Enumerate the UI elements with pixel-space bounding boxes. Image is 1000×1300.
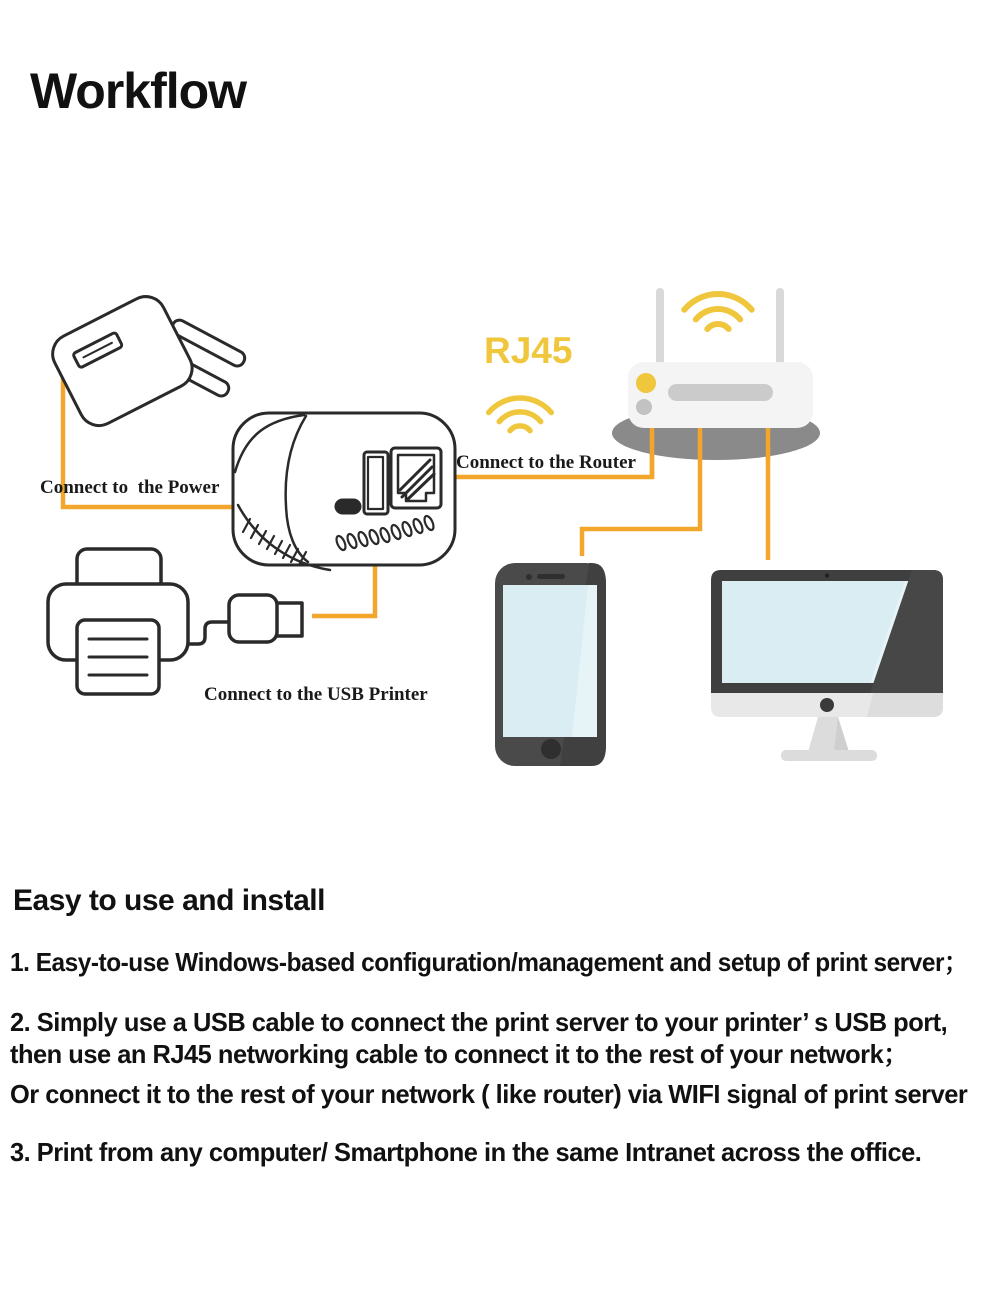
monitor-logo-dot <box>820 698 834 712</box>
monitor-illustration <box>711 570 943 761</box>
rj45-port <box>391 448 441 508</box>
list-item-2-line-2: then use an RJ45 networking cable to connect it to the rest of your network； <box>10 1039 909 1069</box>
smartphone-illustration <box>495 563 606 766</box>
usb-plug-illustration <box>229 595 302 642</box>
list-item-3-line-1: 3. Print from any computer/ Smartphone in the same Intranet across the office. <box>10 1137 922 1167</box>
list-item-2-line-3: Or connect it to the rest of your network ( like router) via WIFI signal of print server <box>10 1079 968 1109</box>
usb-a-port <box>364 452 388 514</box>
label-connect-usb-printer: Connect to the USB Printer <box>204 684 428 705</box>
router-antenna-left <box>656 288 664 370</box>
section-heading: Easy to use and install <box>13 884 325 917</box>
usb-cable <box>190 622 230 644</box>
wifi-signal-icon-router <box>684 294 751 329</box>
list-item-3 <box>10 1136 990 1168</box>
router-antenna-right <box>776 288 784 370</box>
label-connect-power: Connect to the Power <box>40 477 220 498</box>
power-adapter-illustration <box>46 290 247 433</box>
micro-usb-port <box>336 500 360 513</box>
router-front-slot <box>668 384 773 401</box>
page-title: Workflow <box>30 63 247 119</box>
print-server-illustration <box>233 413 455 570</box>
label-connect-router: Connect to the Router <box>456 452 636 473</box>
router-illustration <box>612 288 820 477</box>
feature-list <box>10 946 990 1168</box>
monitor-base <box>781 750 877 761</box>
list-item-1 <box>10 946 990 978</box>
smartphone-speaker <box>537 574 565 579</box>
list-item-2-line-1: 2. Simply use a USB cable to connect the print server to your printer’ s USB port, <box>10 1007 948 1037</box>
rj45-label: RJ45 <box>484 330 573 371</box>
printer-illustration <box>48 549 230 694</box>
smartphone-home-button <box>541 739 561 759</box>
router-led-yellow <box>636 373 656 393</box>
list-item-1-line-1: 1. Easy-to-use Windows-based configuration/management and setup of print server； <box>10 947 968 977</box>
smartphone-earpiece-dot <box>526 574 532 580</box>
list-item-2 <box>10 1006 990 1110</box>
monitor-camera-dot <box>825 573 829 577</box>
router-led-gray <box>636 399 652 415</box>
wifi-signal-icon-printserver <box>489 398 552 431</box>
